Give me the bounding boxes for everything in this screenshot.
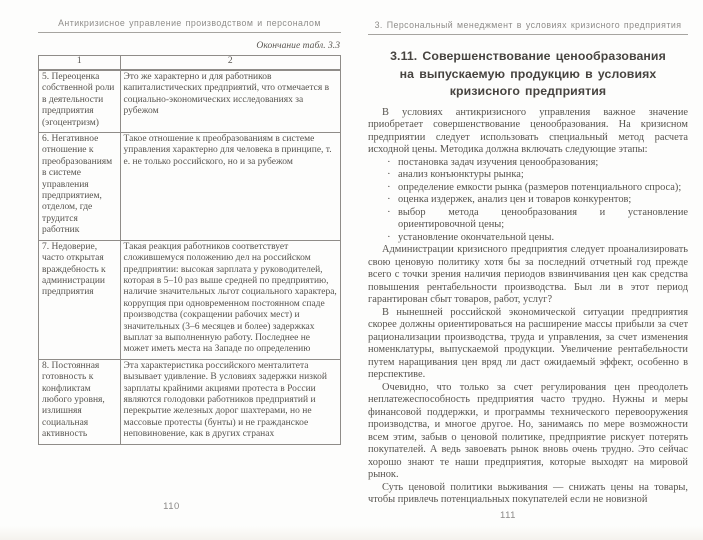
table-row: [39, 70, 341, 133]
bullet-icon: ·: [387, 155, 391, 168]
bullet-text: выбор метода ценообразования и установление ориентировочной цены;: [398, 206, 688, 230]
title-line: кризисного предприятия: [449, 84, 607, 98]
table-caption: Окончание табл. 3.3: [256, 40, 340, 51]
body-paragraph: Суть ценовой политики выживания — снижать цены на товары, чтобы привлечь потенциальных покупателей если не новизной: [368, 481, 688, 505]
bullet-text: определение емкости рынка (размеров потенциального спроса);: [398, 181, 682, 193]
book-bottom-page-edges: [0, 526, 703, 540]
body-paragraph: Очевидно, что только за счет регулирования цен преодолеть неплатежеспособность предприятия часто трудно. Нужны и меры финансовой поддержки, и программы технического перевооружения производства, и многое другое. Но, занимаясь по мере возможности всем этим, забыв о ценовой политике, предприятие рискует потерять покупателей. А ведь завоевать рынок вновь очень трудно. Это сейчас хорошо знают те наши предприятия, которые выходят на мировой рынок.: [368, 381, 688, 480]
body-paragraph: В нынешней российской экономической ситуации предприятия скорее должны ориентироваться на расширение массы прибыли за счет рационализации производства, труда и управления, за счет изменения номенклатуры, выпускаемой продукции. Увеличение рентабельности путем наращивания цен вряд ли даст ожидаемый эффект, особенно в перспективе.: [368, 306, 688, 380]
characteristics-table: [38, 55, 341, 445]
table-header-row: [39, 56, 341, 71]
bullet-icon: ·: [387, 193, 391, 205]
right-page: [368, 20, 688, 507]
bullet-item: [387, 168, 688, 182]
bullet-item: [387, 193, 688, 207]
section-title: [368, 48, 688, 101]
column-header-2: 2: [120, 56, 340, 71]
description-cell: Это же характерно и для работников капиталистических предприятий, что отмечается в социально-экономических исследованиях за рубежом: [120, 70, 340, 133]
running-head: 3. Персональный менеджмент в условиях кризисного предприятия: [368, 20, 688, 35]
column-header-1: 1: [39, 56, 121, 71]
description-cell: Эта характеристика российского менталитета вызывает удивление. В условиях задержки низкой зарплаты крайними акциями протеста в России являются голодовки работников предприятий и перекрытие железных дорог шахтерами, но не массовые протесты (бунты) и не гражданское неповиновение, как в других странах: [120, 359, 340, 444]
intro-paragraph: В условиях антикризисного управления важное значение приобретает совершенствование ценообразования. На кризисном предприятии следует использовать специальный метод расчета исходной цены. Методика должна включать следующие этапы:: [368, 106, 688, 155]
running-head: Антикризисное управление производством и персоналом: [38, 18, 341, 33]
title-line: на выпускаемую продукцию в условиях: [399, 66, 657, 81]
description-cell: Такая реакция работников соответствует сложившемуся положению дел на российском предприятии: высокая зарплата у руководителей, которая в 5–10 раз выше средней по предприятию, наличие значительных льгот социального характера, коррупция при одновременном постоянном спаде производства (сокращении рабочих мест) и значительных (3–6 месяцев и более) задержках выплат за выполненную работу. Последнее не может иметь места на Западе по определению: [120, 240, 340, 359]
bullet-text: анализ конъюнктуры рынка;: [398, 169, 524, 180]
bullet-text: постановка задач изучения ценообразования;: [398, 156, 599, 168]
table-row: [39, 133, 341, 241]
body-paragraph: Администрации кризисного предприятия следует проанализировать свою ценовую политику хотя бы за последний отчетный год прежде всего с точки зрения наличия периодов взвинчивания цен как средства повышения рентабельности производства. Был ли в этот период гарантирован сбыт товаров, работ, услуг?: [368, 244, 688, 305]
page-number-left: 110: [163, 501, 180, 512]
term-cell: 6. Негативное отношение к преобразованиям в системе управления предприятием, отделом, где трудится работник: [39, 133, 121, 241]
bullet-item: [387, 230, 688, 245]
bullet-item: [387, 205, 688, 232]
term-cell: 5. Переоценка собственной роли в деятельности предприятия (эгоцентризм): [39, 70, 121, 133]
body-text: [368, 107, 688, 507]
description-cell: Такое отношение к преобразованиям в системе управления характерно для человека в принципе, т. е. не только российского, но и за рубежом: [120, 133, 340, 241]
bullet-text: оценка издержек, анализ цен и товаров конкурентов;: [398, 194, 632, 205]
bullet-list: [387, 155, 688, 245]
table-row: [39, 240, 341, 359]
table-row: [39, 359, 341, 444]
page-number-right: 111: [500, 510, 516, 521]
bullet-text: установление окончательной цены.: [398, 231, 555, 243]
term-cell: 8. Постоянная готовность к конфликтам любого уровня, излишняя социальная активность: [39, 359, 121, 444]
bullet-item: [387, 155, 688, 170]
bullet-icon: ·: [387, 168, 391, 180]
title-line: 3.11. Совершенствование ценообразования: [390, 49, 666, 63]
bullet-icon: ·: [387, 205, 391, 218]
bullet-item: [387, 180, 688, 195]
bullet-icon: ·: [387, 180, 391, 193]
bullet-icon: ·: [387, 230, 391, 243]
left-page: [38, 18, 341, 445]
term-cell: 7. Недоверие, часто открытая враждебность к администрации предприятия: [39, 240, 121, 359]
